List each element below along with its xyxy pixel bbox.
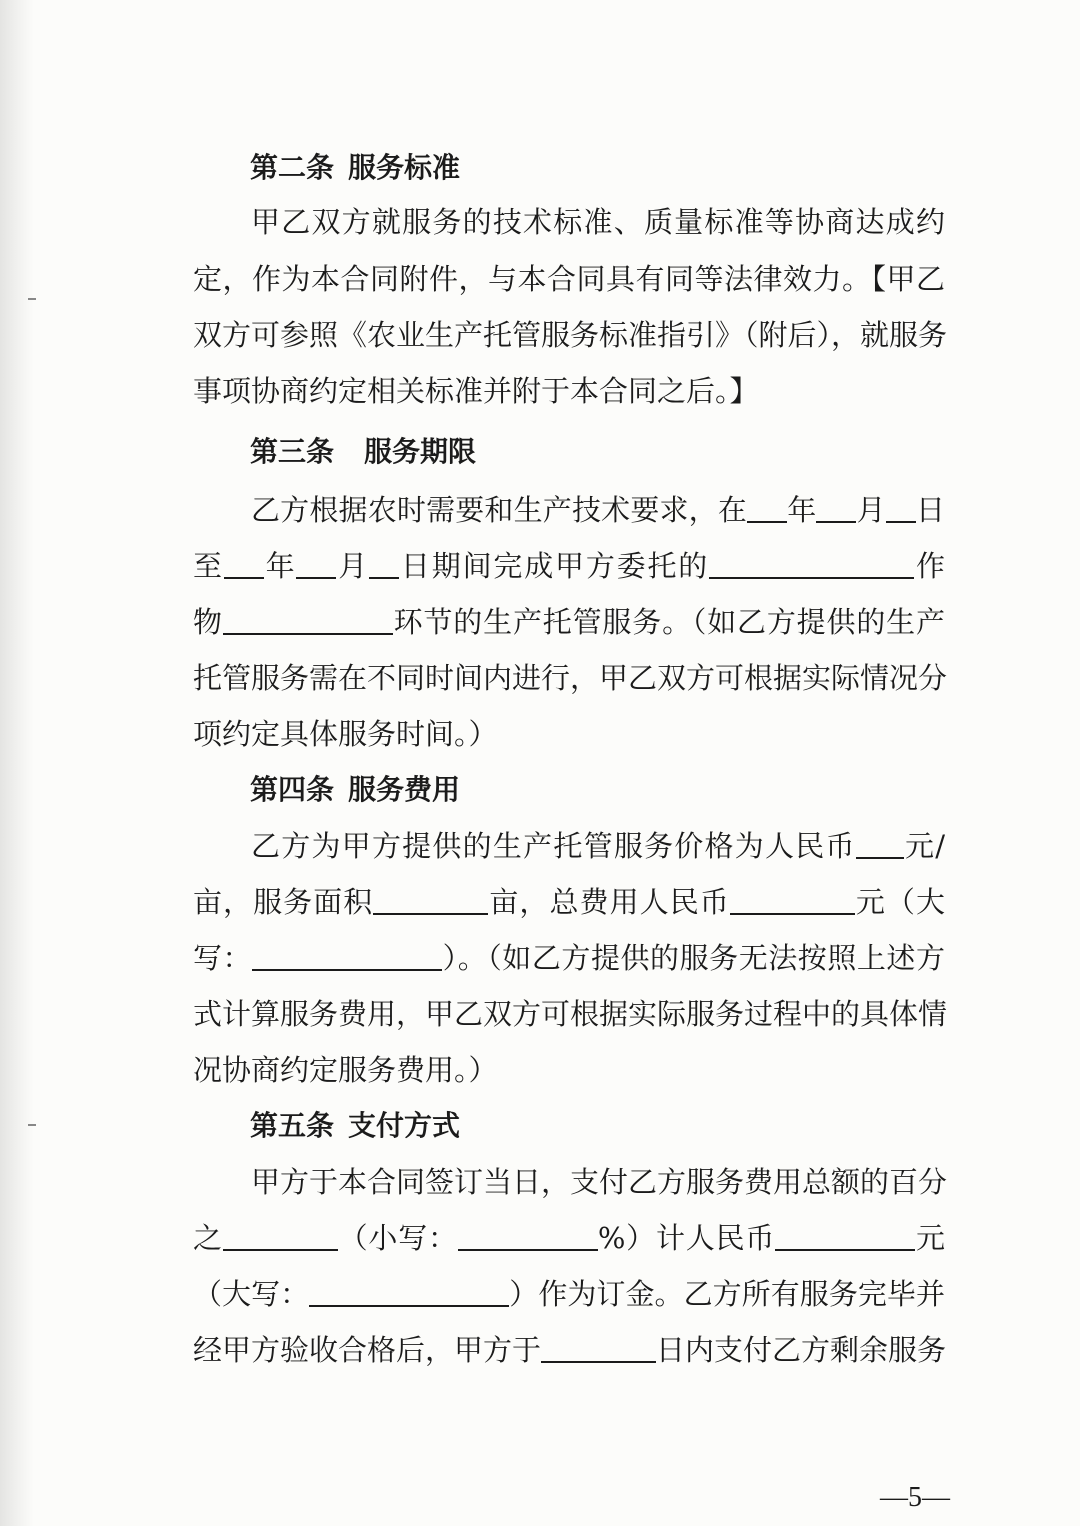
article-4-line-5: 况协商约定服务费用。） xyxy=(193,1053,498,1087)
article-5-line-4: 经甲方验收合格后，甲方于 日内支付乙方剩余服务 xyxy=(193,1333,947,1367)
amount-in-words-blank[interactable] xyxy=(252,939,442,971)
area-blank[interactable] xyxy=(373,883,488,915)
day-blank[interactable] xyxy=(369,547,399,579)
article-title: 服务标准 xyxy=(348,151,461,184)
article-number: 第二条 xyxy=(250,151,335,184)
article-2-line-2: 定，作为本合同附件，与本合同具有同等法律效力。【甲乙 xyxy=(193,262,945,296)
article-3-line-4: 托管服务需在不同时间内进行，甲乙双方可根据实际情况分 xyxy=(193,661,948,695)
article-title: 服务期限 xyxy=(364,435,477,468)
article-3-line-5: 项约定具体服务时间。） xyxy=(193,717,498,751)
month-blank[interactable] xyxy=(296,547,336,579)
binding-mark xyxy=(28,1124,36,1126)
article-2-line-3: 双方可参照《农业生产托管服务标准指引》（附后），就服务 xyxy=(193,318,948,352)
article-3-line-3: 物 环节的生产托管服务。（如乙方提供的生产 xyxy=(193,605,945,639)
article-4-line-2: 亩，服务面积 亩，总费用人民币 元（大 xyxy=(193,885,945,919)
year-blank[interactable] xyxy=(224,547,264,579)
day-blank[interactable] xyxy=(886,491,916,523)
article-2-line-4: 事项协商约定相关标准并附于本合同之后。】 xyxy=(193,374,759,408)
crop-blank[interactable] xyxy=(709,547,914,579)
article-4-line-1: 乙方为甲方提供的生产托管服务价格为人民币 元/ xyxy=(251,829,945,863)
article-5-line-3: （大写： ）作为订金。乙方所有服务完毕并 xyxy=(193,1277,945,1311)
days-blank[interactable] xyxy=(541,1331,656,1363)
article-5-heading xyxy=(250,1104,1002,1148)
article-number: 第四条 xyxy=(250,773,335,806)
article-4-heading xyxy=(250,768,1002,812)
article-2-line-1: 甲乙双方就服务的技术标准、质量标准等协商达成约 xyxy=(251,205,945,239)
deposit-in-words-blank[interactable] xyxy=(309,1275,509,1307)
article-title: 服务费用 xyxy=(348,773,461,806)
article-number: 第五条 xyxy=(250,1109,335,1142)
article-2-heading xyxy=(250,146,1002,190)
month-blank[interactable] xyxy=(816,491,856,523)
year-blank[interactable] xyxy=(747,491,787,523)
page-number: —5— xyxy=(880,1482,950,1513)
percent-blank[interactable] xyxy=(223,1219,338,1251)
unit-price-blank[interactable] xyxy=(856,827,904,859)
article-3-line-2: 至 年 月 日期间完成甲方委托的 作 xyxy=(193,549,945,583)
deposit-amount-blank[interactable] xyxy=(775,1219,915,1251)
article-5-line-2: 之 （小写： %）计人民币 元 xyxy=(193,1221,945,1255)
article-3-line-1: 乙方根据农时需要和生产技术要求，在 年 月 日 xyxy=(251,493,945,527)
scan-edge-shadow xyxy=(0,0,34,1526)
stage-blank[interactable] xyxy=(223,603,393,635)
percent-figure-blank[interactable] xyxy=(458,1219,598,1251)
article-4-line-3: 写： ）。（如乙方提供的服务无法按照上述方 xyxy=(193,941,945,975)
article-number: 第三条 xyxy=(250,435,335,468)
article-3-heading xyxy=(250,430,1002,474)
article-4-line-4: 式计算服务费用，甲乙双方可根据实际服务过程中的具体情 xyxy=(193,997,948,1031)
article-title: 支付方式 xyxy=(348,1109,461,1142)
binding-mark xyxy=(28,298,36,300)
article-5-line-1: 甲方于本合同签订当日，支付乙方服务费用总额的百分 xyxy=(251,1165,948,1199)
total-fee-blank[interactable] xyxy=(730,883,855,915)
